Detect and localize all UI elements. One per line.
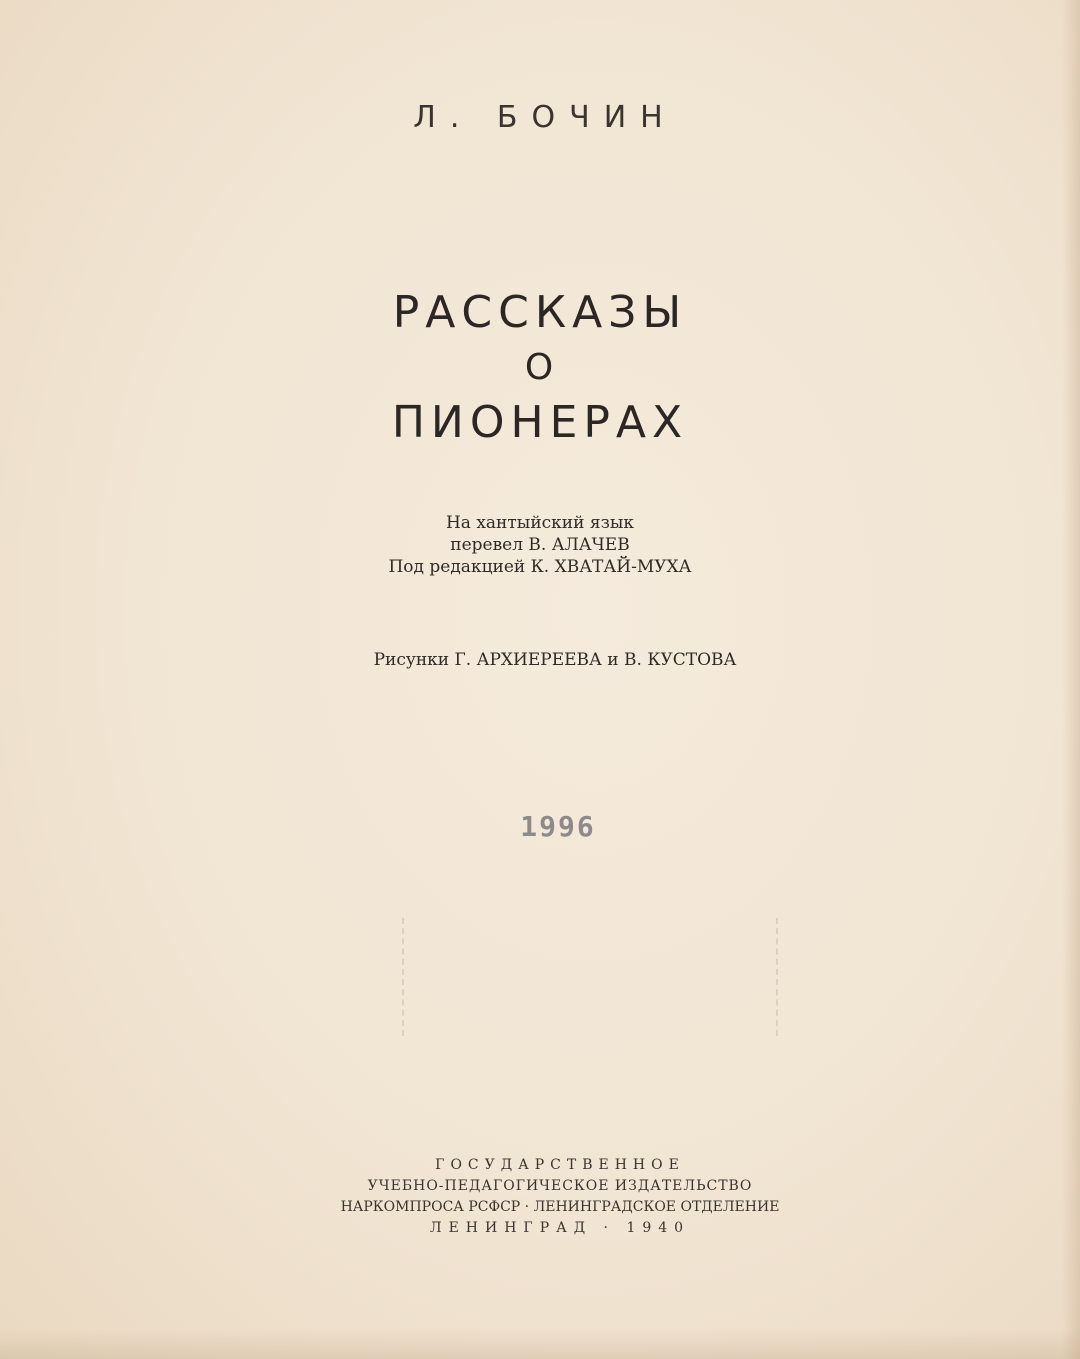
- publisher-line-3: НАРКОМПРОСА РСФСР · ЛЕНИНГРАДСКОЕ ОТДЕЛЕНИЕ: [340, 1199, 780, 1215]
- translation-credits: [0, 512, 1080, 578]
- publisher-line-4: ЛЕНИНГРАД · 1940: [429, 1220, 691, 1236]
- publisher-imprint: [0, 1155, 1080, 1239]
- title-line-3: ПИОНЕРАХ: [391, 397, 689, 448]
- page-edge-shadow-bottom: [0, 1329, 1080, 1359]
- credits-editor-line: Под редакцией К. ХВАТАЙ-МУХА: [388, 557, 692, 577]
- illustrators-credit: Рисунки Г. АРХИЕРЕЕВА и В. КУСТОВА: [373, 650, 737, 670]
- title-line-1: РАССКАЗЫ: [392, 287, 688, 338]
- bleed-through-stamp-frame: [402, 918, 778, 1036]
- inventory-stamp: [498, 806, 618, 846]
- publisher-line-2: УЧЕБНО-ПЕДАГОГИЧЕСКОЕ ИЗДАТЕЛЬСТВО: [367, 1178, 753, 1194]
- title-line-2: О: [524, 347, 556, 388]
- credits-language-line: На хантыйский язык: [445, 513, 635, 533]
- stamp-number: 1996: [520, 810, 596, 843]
- author-name: Л. БОЧИН: [413, 100, 677, 135]
- book-title: [0, 284, 1080, 452]
- credits-translator-line: перевел В. АЛАЧЕВ: [450, 535, 630, 555]
- publisher-line-1: ГОСУДАРСТВЕННОЕ: [435, 1157, 685, 1173]
